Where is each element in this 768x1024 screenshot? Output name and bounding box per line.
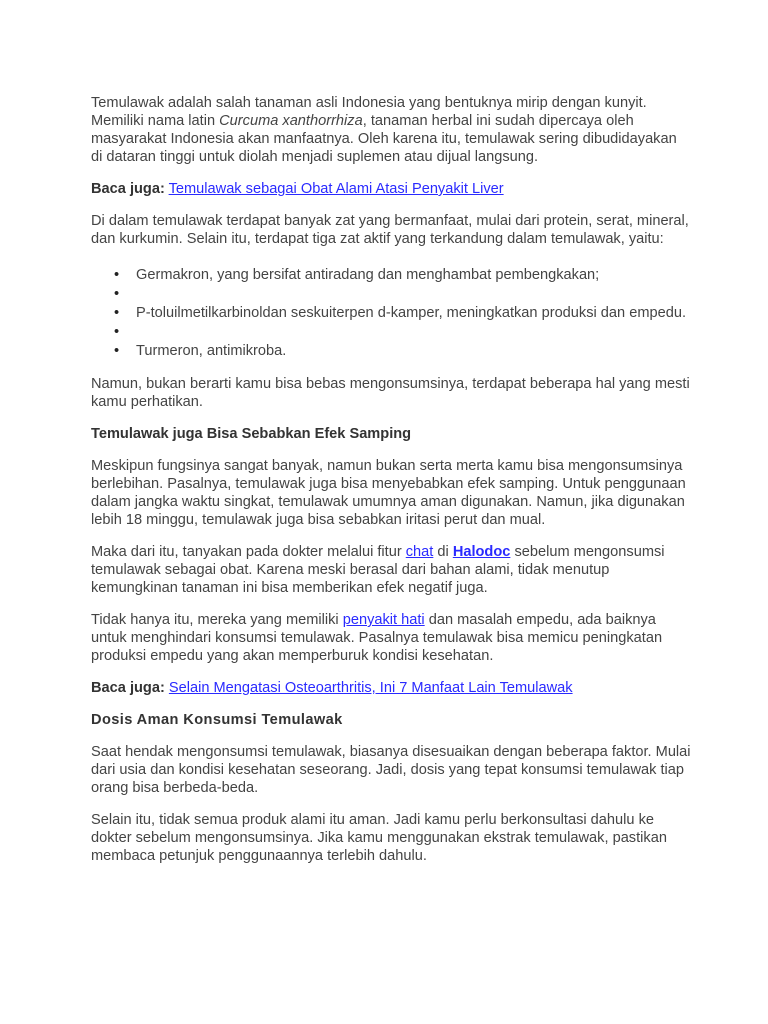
side-effects-paragraph: Meskipun fungsinya sangat banyak, namun bukan serta merta kamu bisa mengonsumsinya berlebihan. Pasalnya, temulawak juga bisa menyebabkan efek samping. Untuk penggunaan dalam jangka waktu singkat, temulawak umumnya aman digunakan. Namun, jika digunakan lebih 18 minggu, temulawak juga bisa sebabkan iritasi perut dan mual. <box>91 458 686 528</box>
consult-paragraph: Maka dari itu, tanyakan pada dokter melalui fitur chat di Halodoc sebelum mengonsumsi temulawak sebagai obat. Karena meski berasal dari bahan alami, tidak menutup kemungkinan tanaman ini bisa memberikan efek negatif juga. <box>91 544 665 596</box>
caution-paragraph: Namun, bukan berarti kamu bisa bebas mengonsumsinya, terdapat beberapa hal yang mesti kamu perhatikan. <box>91 376 690 410</box>
read-also-link-liver[interactable]: Temulawak sebagai Obat Alami Atasi Penyakit Liver <box>168 181 504 197</box>
section-heading-dosage: Dosis Aman Konsumsi Temulawak <box>91 712 343 728</box>
list-item: • P-toluilmetilkarbinoldan seskuiterpen d-kamper, meningkatkan produksi dan empedu. <box>114 305 687 321</box>
article-body <box>91 94 691 879</box>
bullet-icon: • <box>114 286 120 302</box>
liver-warning-paragraph: Tidak hanya itu, mereka yang memiliki penyakit hati dan masalah empedu, ada baiknya untuk menghindari konsumsi temulawak. Pasalnya temulawak bisa memicu peningkatan produksi empedu yang akan memperburuk kondisi kesehatan. <box>91 612 663 664</box>
halodoc-link[interactable]: Halodoc <box>452 544 511 560</box>
bullet-icon: • <box>114 267 120 283</box>
read-also-1 <box>91 180 691 198</box>
dosage-paragraph: Saat hendak mengonsumsi temulawak, biasanya disesuaikan dengan beberapa faktor. Mulai dari usia dan kondisi kesehatan seseorang. Jadi, dosis yang tepat konsumsi temulawak tiap orang bisa berbeda-beda. <box>91 744 691 796</box>
active-substances-paragraph: Di dalam temulawak terdapat banyak zat yang bermanfaat, mulai dari protein, serat, mineral, dan kurkumin. Selain itu, terdapat tiga zat aktif yang terkandung dalam temulawak, yaitu: <box>91 213 689 247</box>
list-item <box>114 323 691 342</box>
liver-disease-link[interactable]: penyakit hati <box>342 612 425 628</box>
read-also-link-osteoarthritis[interactable]: Selain Mengatasi Osteoarthritis, Ini 7 Manfaat Lain Temulawak <box>168 680 573 696</box>
active-substances-list <box>91 266 691 361</box>
bullet-icon: • <box>114 343 120 359</box>
read-also-label: Baca juga: <box>91 680 165 696</box>
latin-name: Curcuma xanthorrhiza <box>219 113 363 129</box>
chat-link[interactable]: chat <box>405 544 434 560</box>
read-also-label: Baca juga: <box>91 181 165 197</box>
list-item <box>114 285 691 304</box>
read-also-2 <box>91 679 691 697</box>
list-item: • Turmeron, antimikroba. <box>114 343 287 359</box>
intro-paragraph: Temulawak adalah salah tanaman asli Indonesia yang bentuknya mirip dengan kunyit. Memiliki nama latin Curcuma xanthorrhiza, tanaman herbal ini sudah dipercaya oleh masyarakat Indonesia akan manfaatnya. Oleh karena itu, temulawak sering dibudidayakan di dataran tinggi untuk diolah menjadi suplemen atau dijual langsung. <box>91 95 677 165</box>
list-item: • Germakron, yang bersifat antiradang dan menghambat pembengkakan; <box>114 267 600 283</box>
bullet-icon: • <box>114 305 120 321</box>
consult-doctor-paragraph: Selain itu, tidak semua produk alami itu aman. Jadi kamu perlu berkonsultasi dahulu ke dokter sebelum mengonsumsinya. Jika kamu menggunakan ekstrak temulawak, pastikan membaca petunjuk penggunaannya terlebih dahulu. <box>91 812 667 864</box>
bullet-icon: • <box>114 324 120 340</box>
section-heading-side-effects: Temulawak juga Bisa Sebabkan Efek Samping <box>91 426 412 442</box>
